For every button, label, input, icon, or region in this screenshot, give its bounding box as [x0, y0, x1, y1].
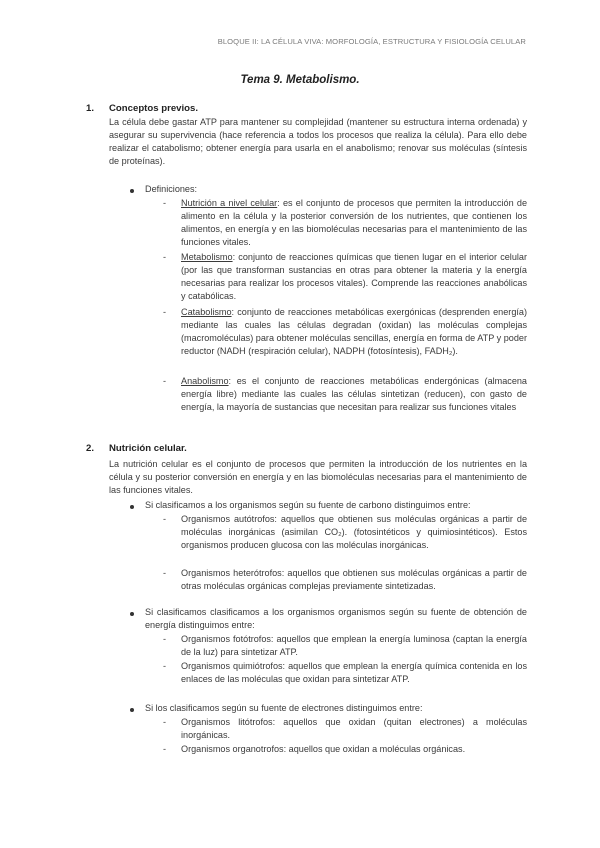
section-1-number: 1.	[86, 103, 95, 114]
carbon-source-label: Si clasificamos a los organismos según su fuente de carbono distinguimos entre:	[145, 500, 471, 510]
classification-item: Organismos organotrofos: aquellos que oxidan a moléculas orgánicas.	[181, 744, 466, 754]
document-title: Tema 9. Metabolismo.	[240, 74, 360, 86]
dash-marker: -	[163, 252, 167, 262]
classification-item: Organismos fotótrofos: aquellos que emplean la energía luminosa (captan la energía de la luz) para sintetizar ATP.	[181, 634, 527, 657]
bullet-dot-icon	[130, 189, 134, 193]
definition-text: : es el conjunto de procesos que permiten la introducción de alimento en la célula y la posterior conversión de los nutrientes, que contienen los alimentos, en energía y en las biomoléculas necesarias para el mantenimiento de las funciones vitales.	[181, 198, 527, 247]
section-1-paragraph: La célula debe gastar ATP para mantener su complejidad (mantener su estructura interna ordenada) y asegurar su supervivencia (hace referencia a todos los procesos que realiza la célula). Para ello debe realizar el catabolismo; obtener energía para usarla en el anabolismo; renovar sus moléculas (síntesis de proteínas).	[109, 117, 527, 166]
definition-text: : conjunto de reacciones metabólicas exergónicas (desprenden energía) mediante las cuales las células degradan (oxidan) las moléculas complejas (macromoléculas) para obtener moléculas sencillas, energía en forma de ATP y poder reductor (NADH (respiración celular), NADPH (fotosíntesis), FADH₂).	[181, 307, 527, 356]
definition-item	[181, 251, 527, 303]
definition-item	[181, 375, 527, 414]
definition-text: : conjunto de reacciones químicas que tienen lugar en el interior celular (por las que transforman sustancias en otras para obtener la materia y la energía necesarias para realizar los procesos vitales). Comprende las reacciones anabólicas y catabólicas.	[181, 252, 527, 301]
dash-marker: -	[163, 744, 167, 754]
definition-text: : es el conjunto de reacciones metabólicas endergónicas (almacena energía libre) mediante las cuales las células sintetizan (reducen), con gasto de energía, la mayoría de sustancias que necesitan para realizar sus funciones vitales	[181, 376, 527, 412]
electron-source-label: Si los clasificamos según su fuente de electrones distinguimos entre:	[145, 703, 423, 713]
classification-item: Organismos litótrofos: aquellos que oxidan (quitan electrones) a moléculas inorgánicas.	[181, 717, 527, 740]
classification-item: Organismos quimiótrofos: aquellos que emplean la energía química contenida en los enlaces de las moléculas que oxidan para sintetizar ATP.	[181, 661, 527, 684]
dash-marker: -	[163, 717, 167, 727]
bullet-dot-icon	[130, 708, 134, 712]
definition-item	[181, 197, 527, 249]
section-2-title: Nutrición celular.	[109, 443, 187, 454]
section-1-title: Conceptos previos.	[109, 103, 199, 114]
dash-marker: -	[163, 661, 167, 671]
classification-item: Organismos heterótrofos: aquellos que obtienen sus moléculas orgánicas a partir de otras moléculas orgánicas complejas previamente sintetizadas.	[181, 568, 527, 591]
definition-term: Metabolismo	[181, 252, 233, 262]
section-2-paragraph: La nutrición celular es el conjunto de procesos que permiten la introducción de los nutrientes en la célula y su posterior conversión en energía y en las biomoléculas necesarias para el mantenimiento de las funciones vitales.	[109, 459, 527, 495]
dash-marker: -	[163, 307, 167, 317]
definition-item	[181, 306, 527, 358]
definition-term: Nutrición a nivel celular	[181, 198, 278, 208]
running-header: BLOQUE II: LA CÉLULA VIVA: MORFOLOGÍA, ESTRUCTURA Y FISIOLOGÍA CELULAR	[217, 37, 526, 46]
definition-term: Anabolismo	[181, 376, 229, 386]
definition-term: Catabolismo	[181, 307, 232, 317]
dash-marker: -	[163, 198, 167, 208]
energy-source-label: Si clasificamos clasificamos a los organismos organismos según su fuente de obtención de energía distinguimos entre:	[145, 607, 527, 630]
dash-marker: -	[163, 634, 167, 644]
bullet-dot-icon	[130, 505, 134, 509]
dash-marker: -	[163, 514, 167, 524]
bullet-dot-icon	[130, 612, 134, 616]
dash-marker: -	[163, 568, 167, 578]
classification-item: Organismos autótrofos: aquellos que obtienen sus moléculas orgánicas a partir de moléculas inorgánicas (asimilan CO₂). (fotosintéticos y quimiosintéticos). Estos organismos producen glucosa con las moléculas inorgánicas.	[181, 514, 527, 550]
dash-marker: -	[163, 376, 167, 386]
section-2-number: 2.	[86, 443, 95, 454]
definitions-label: Definiciones:	[145, 184, 198, 194]
